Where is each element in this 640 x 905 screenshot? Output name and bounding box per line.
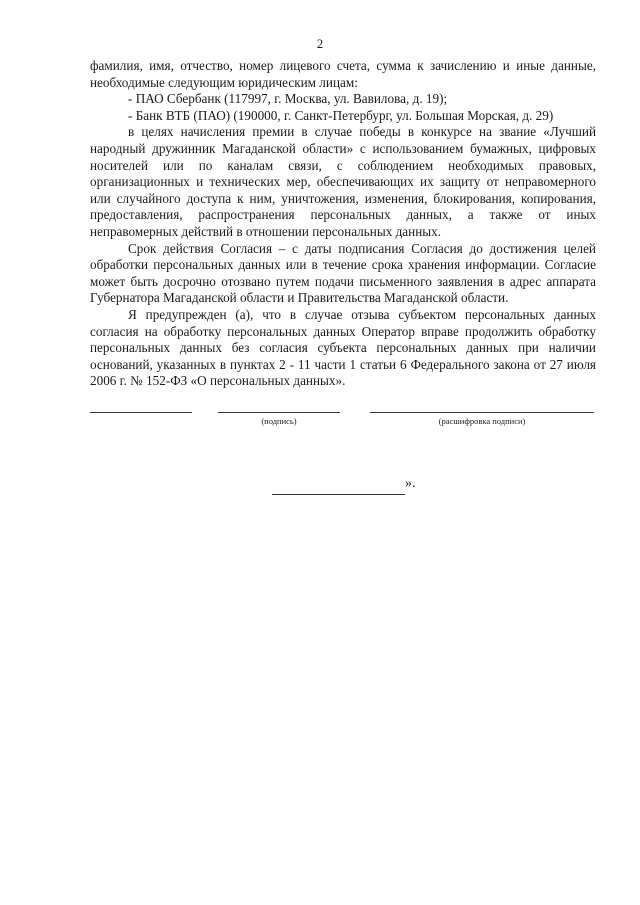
paragraph-vtb: - Банк ВТБ (ПАО) (190000, г. Санкт-Петербург, ул. Большая Морская, д. 29)	[128, 107, 554, 123]
consent-body	[90, 58, 596, 390]
page-number: 2	[316, 36, 324, 51]
signature-caption: (подпись)	[261, 416, 297, 426]
date-line	[272, 482, 405, 495]
signature-decoding-caption: (расшифровка подписи)	[438, 416, 526, 426]
paragraph-processing-purpose: в целях начисления премии в случае победы в конкурсе на звание «Лучший народный дружинник Магаданской области» с использованием бумажных, цифровых носителей или по каналам связи, с соблюдением необходимых правовых, организационных и технических мер, обеспечивающих их защиту от неправомерного или случайного доступа к ним, уничтожения, изменения, блокирования, копирования, предоставления, распространения персональных данных, а также от иных неправомерных действий в отношении персональных данных.	[90, 124, 596, 239]
signature-decoding-line	[370, 412, 594, 413]
signature-line	[218, 412, 340, 413]
paragraph-recipients-intro: фамилия, имя, отчество, номер лицевого счета, сумма к зачислению и иные данные, необходимые следующим юридическим лицам:	[90, 58, 596, 90]
paragraph-sberbank: - ПАО Сбербанк (117997, г. Москва, ул. Вавилова, д. 19);	[128, 91, 448, 107]
name-line	[90, 412, 192, 413]
paragraph-consent-validity: Срок действия Согласия – с даты подписания Согласия до достижения целей обработки персональных данных или в течение срока хранения информации. Согласие может быть досрочно отозвано путем подачи письменного заявления в адрес аппарата Губернатора Магаданской области и Правительства Магаданской области.	[90, 240, 596, 306]
paragraph-withdrawal-warning: Я предупрежден (а), что в случае отзыва субъектом персональных данных согласия на обработку персональных данных Оператор вправе продолжить обработку персональных данных без согласия субъекта персональных данных при наличии оснований, указанных в пунктах 2 - 11 части 1 статьи 6 Федерального закона от 27 июля 2006 г. № 152-ФЗ «О персональных данных».	[90, 306, 596, 389]
date-closing-quote: ».	[405, 476, 416, 491]
signature-block	[90, 400, 596, 440]
